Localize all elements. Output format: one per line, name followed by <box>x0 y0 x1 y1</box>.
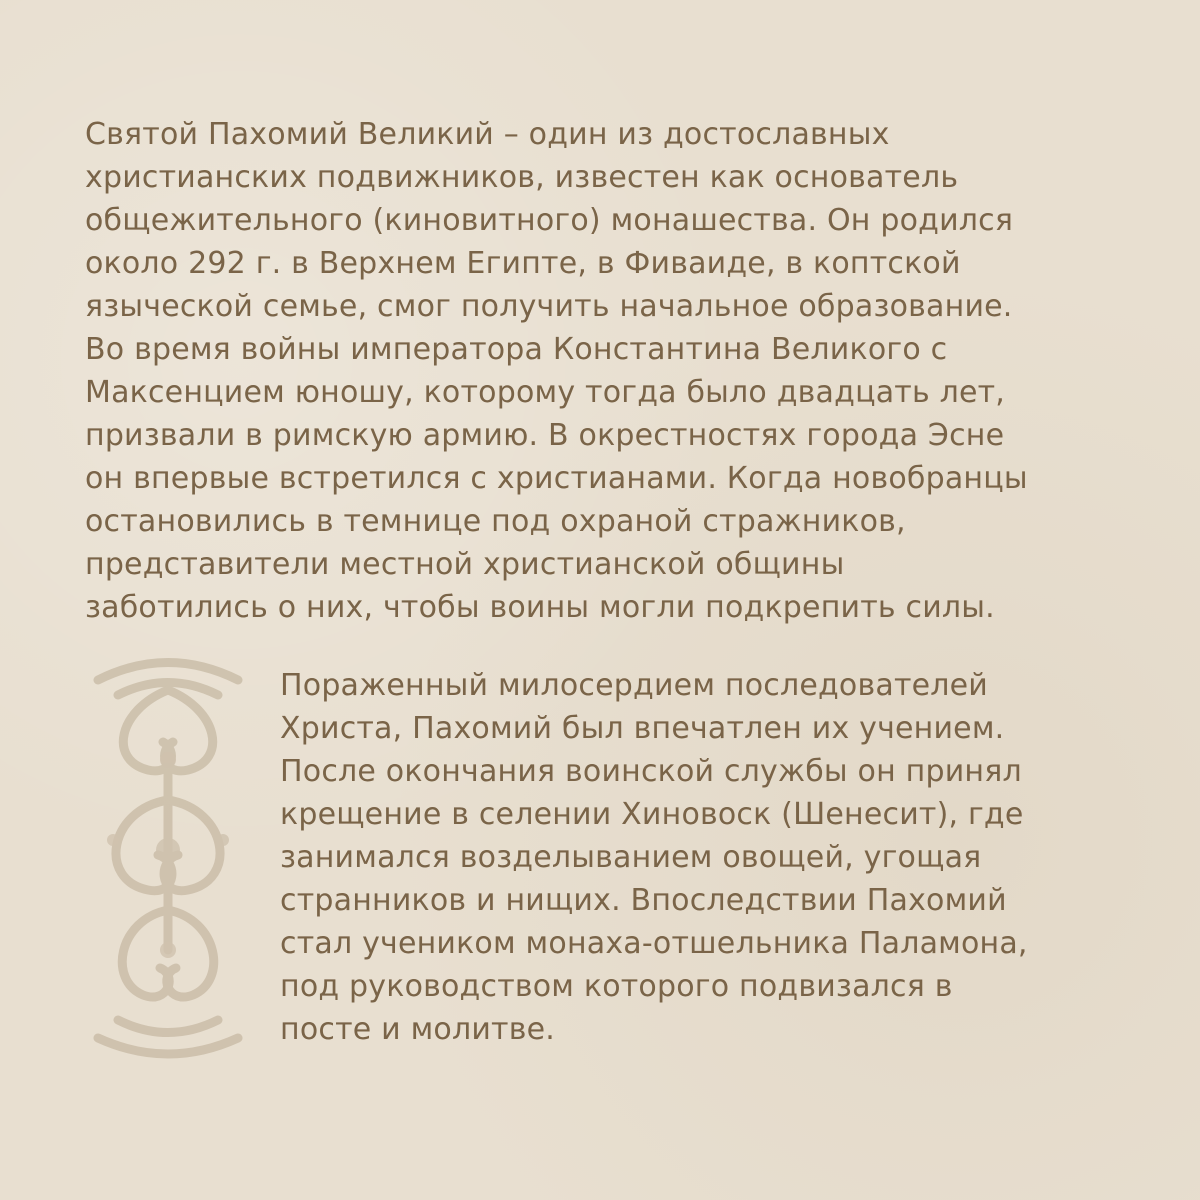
paragraph-1-line: призвали в римскую армию. В окрестностях города Эсне <box>85 418 1005 453</box>
paragraph-2-line: После окончания воинской службы он принял <box>280 754 1022 789</box>
paragraph-1-line: представители местной христианской общины <box>85 547 845 582</box>
paragraph-1 <box>85 113 1125 629</box>
paragraph-2-line: посте и молитве. <box>280 1012 555 1047</box>
paragraph-1-line: Во время войны императора Константина Великого с <box>85 332 948 367</box>
paragraph-2-line: Пораженный милосердием последователей <box>280 668 989 703</box>
paragraph-2-line: под руководством которого подвизался в <box>280 969 953 1004</box>
paragraph-1-line: общежительного (киновитного) монашества. Он родился <box>85 203 1014 238</box>
paragraph-1-line: около 292 г. в Верхнем Египте, в Фиваиде, в коптской <box>85 246 961 281</box>
paragraph-2-line: Христа, Пахомий был впечатлен их учением. <box>280 711 1005 746</box>
paragraph-1-line: языческой семье, смог получить начальное образование. <box>85 289 1013 324</box>
floral-ornament-icon <box>78 650 258 1065</box>
paragraph-2-line: стал учеником монаха-отшельника Паламона, <box>280 926 1028 961</box>
paragraph-1-line: остановились в темнице под охраной стражников, <box>85 504 906 539</box>
paragraph-2-line: занимался возделыванием овощей, угощая <box>280 840 982 875</box>
paragraph-1-line: он впервые встретился с христианами. Когда новобранцы <box>85 461 1028 496</box>
paragraph-2 <box>280 664 1100 1051</box>
paragraph-2-line: крещение в селении Хиновоск (Шенесит), где <box>280 797 1024 832</box>
paragraph-1-line: заботились о них, чтобы воины могли подкрепить силы. <box>85 590 995 625</box>
paragraph-1-line: христианских подвижников, известен как основатель <box>85 160 959 195</box>
paragraph-2-line: странников и нищих. Впоследствии Пахомий <box>280 883 1007 918</box>
paragraph-1-line: Максенцием юношу, которому тогда было двадцать лет, <box>85 375 1006 410</box>
paragraph-1-line: Святой Пахомий Великий – один из достославных <box>85 117 890 152</box>
